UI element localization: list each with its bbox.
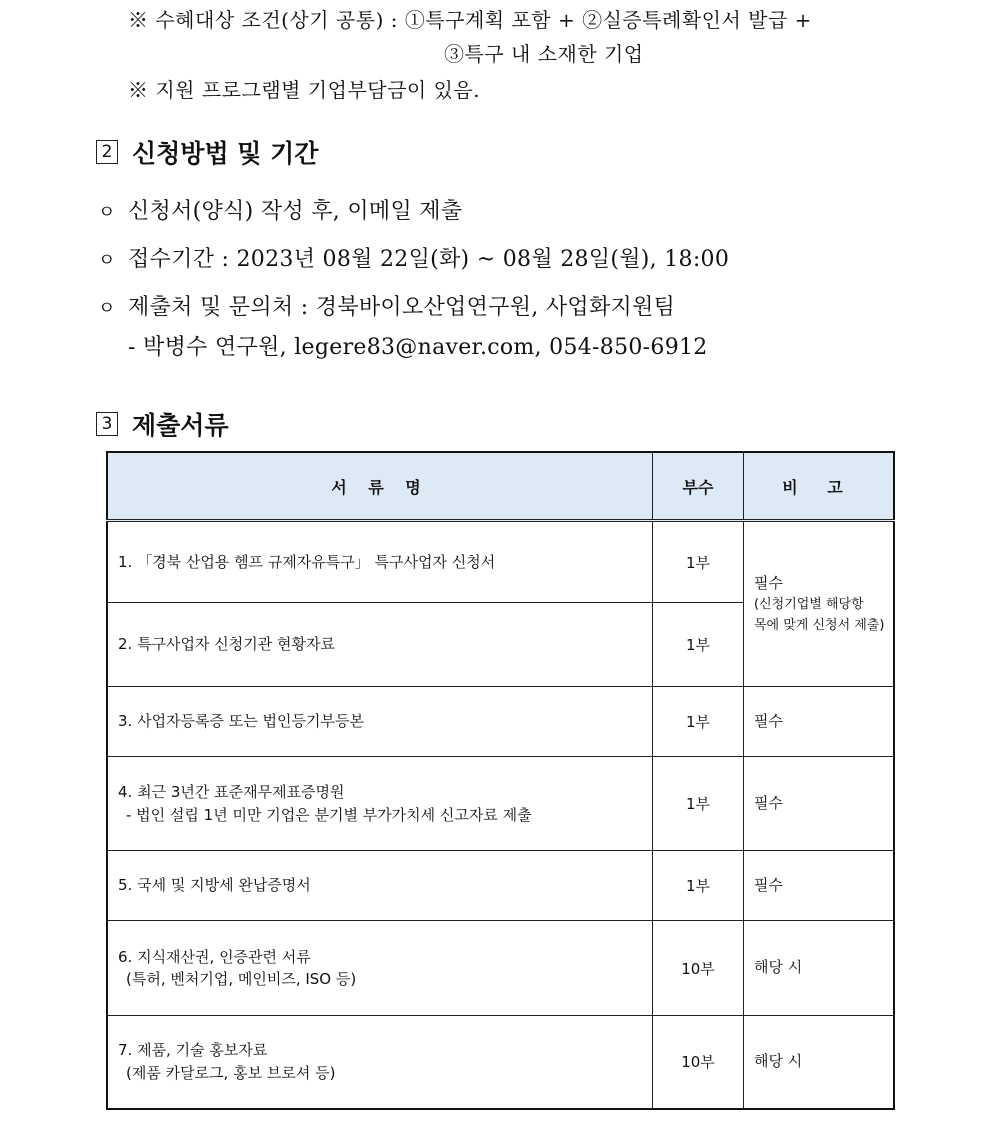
header-count: 부수 — [653, 452, 744, 521]
row-document-name — [107, 1016, 653, 1109]
table-row — [107, 521, 894, 603]
merged-note-line1: 필수 — [754, 574, 783, 593]
table-row — [107, 687, 894, 757]
table-row — [107, 851, 894, 921]
section-number-box: 2 — [96, 140, 118, 164]
row-count: 1부 — [653, 687, 744, 757]
row-document-name — [107, 757, 653, 851]
section-3-heading — [96, 406, 229, 442]
row-note: 필수 — [744, 757, 895, 851]
table-row — [107, 1016, 894, 1109]
merged-note-line3: 목에 맞게 신청서 제출) — [754, 617, 885, 633]
table-row — [107, 757, 894, 851]
row-document-title: 4. 최근 3년간 표준재무제표증명원 — [118, 783, 345, 801]
list-item-text: 신청서(양식) 작성 후, 이메일 제출 — [128, 199, 463, 224]
list-item — [98, 194, 462, 225]
row-document-subtext: (특허, 벤처기업, 메인비즈, ISO 등) — [126, 970, 357, 988]
eligibility-note-line1: ※ 수혜대상 조건(상기 공통) : ①특구계획 포함 + ②실증특례확인서 발급 + — [128, 8, 812, 32]
bullet-circle-icon: ㅇ — [98, 298, 116, 319]
row-note: 필수 — [744, 687, 895, 757]
list-item-text: 접수기간 : 2023년 08월 22일(화) ~ 08월 28일(월), 18:00 — [128, 247, 730, 272]
row-document-name: 1. 「경북 산업용 헴프 규제자유특구」 특구사업자 신청서 — [107, 521, 653, 603]
row-document-subtext: - 법인 설립 1년 미만 기업은 분기별 부가가치세 신고자료 제출 — [126, 805, 532, 824]
burden-note: ※ 지원 프로그램별 기업부담금이 있음. — [128, 78, 481, 102]
row-document-name: 2. 특구사업자 신청기관 현황자료 — [107, 603, 653, 687]
row-document-name: 3. 사업자등록증 또는 법인등기부등본 — [107, 687, 653, 757]
row-document-name — [107, 921, 653, 1016]
row-document-title: 7. 제품, 기술 홍보자료 — [118, 1041, 268, 1060]
row-document-subtext: (제품 카달로그, 홍보 브로셔 등) — [126, 1063, 336, 1082]
header-note: 비 고 — [744, 452, 895, 521]
row-note: 필수 — [744, 851, 895, 921]
table-row — [107, 921, 894, 1016]
row-note-merged — [744, 521, 895, 687]
row-count: 1부 — [653, 521, 744, 603]
row-count: 10부 — [653, 1016, 744, 1109]
section-2-heading — [96, 134, 318, 170]
bullet-circle-icon: ㅇ — [98, 250, 116, 271]
section-title: 신청방법 및 기간 — [132, 139, 319, 168]
row-count: 1부 — [653, 603, 744, 687]
list-item — [98, 290, 675, 321]
row-document-name: 5. 국세 및 지방세 완납증명서 — [107, 851, 653, 921]
row-count: 1부 — [653, 851, 744, 921]
documents-table — [106, 451, 895, 1110]
list-item — [98, 242, 729, 273]
row-count: 1부 — [653, 757, 744, 851]
list-item-text: 제출처 및 문의처 : 경북바이오산업연구원, 사업화지원팀 — [128, 295, 676, 320]
section-number-box: 3 — [96, 412, 118, 436]
bullet-circle-icon: ㅇ — [98, 202, 116, 223]
table-header-row — [107, 452, 894, 521]
contact-line: - 박병수 연구원, legere83@naver.com, 054-850-6912 — [128, 335, 708, 360]
row-note: 해당 시 — [744, 1016, 895, 1109]
header-document-name: 서 류 명 — [107, 452, 653, 521]
section-title: 제출서류 — [132, 411, 229, 440]
eligibility-note-line2: ③특구 내 소재한 기업 — [444, 42, 644, 66]
merged-note-line2: (신청기업별 해당항 — [754, 597, 864, 613]
row-document-title: 6. 지식재산권, 인증관련 서류 — [118, 947, 311, 966]
row-note: 해당 시 — [744, 921, 895, 1016]
row-count: 10부 — [653, 921, 744, 1016]
